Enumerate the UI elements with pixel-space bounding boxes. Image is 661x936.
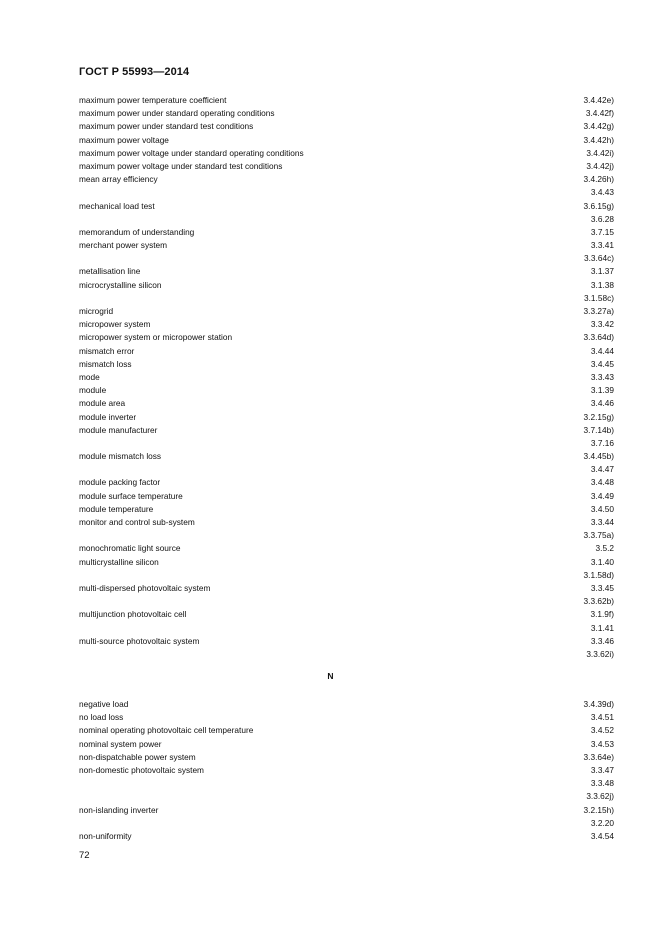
index-term: nominal operating photovoltaic cell temperature	[79, 725, 254, 736]
page-number: 72	[79, 850, 90, 861]
index-entry	[79, 437, 614, 450]
index-entry	[79, 411, 614, 424]
index-reference: 3.3.44	[590, 517, 614, 527]
index-entry	[79, 635, 614, 648]
index-entry	[79, 213, 614, 226]
index-reference: 3.3.62b)	[583, 596, 614, 607]
index-entry	[79, 94, 614, 107]
index-reference: 3.4.42e)	[583, 95, 614, 105]
index-reference: 3.4.42j)	[586, 160, 614, 171]
index-entry	[79, 239, 614, 252]
index-reference: 3.4.42h)	[583, 134, 614, 145]
index-reference: 3.3.46	[590, 635, 614, 646]
index-entry	[79, 463, 614, 476]
index-term: multicrystalline silicon	[79, 556, 159, 567]
index-reference: 3.2.20	[590, 817, 614, 828]
index-term: metallisation line	[79, 266, 141, 277]
index-term: merchant power system	[79, 240, 168, 251]
index-reference: 3.6.28	[590, 213, 614, 224]
index-entry	[79, 764, 614, 777]
index-entry	[79, 738, 614, 751]
index-entry	[79, 582, 614, 595]
index-entry	[79, 569, 614, 582]
index-entry	[79, 503, 614, 516]
index-entry	[79, 450, 614, 463]
index-term: maximum power voltage	[79, 134, 169, 145]
index-entry	[79, 529, 614, 542]
index-term: non-dispatchable power system	[79, 751, 196, 762]
index-reference: 3.4.42f)	[585, 108, 614, 119]
index-entry	[79, 490, 614, 503]
index-term: module surface temperature	[79, 490, 183, 501]
index-entry	[79, 160, 614, 173]
index-section-n	[79, 698, 614, 843]
index-term: maximum power under standard test conditions	[79, 121, 254, 132]
index-reference: 3.3.47	[590, 764, 614, 775]
document-header: ГОСТ Р 55993—2014	[79, 66, 190, 78]
index-entry	[79, 804, 614, 817]
index-reference: 3.3.75a)	[583, 530, 614, 541]
index-entry	[79, 226, 614, 239]
index-reference: 3.4.44	[590, 345, 614, 356]
index-reference: 3.4.45b)	[583, 451, 614, 462]
index-reference: 3.3.42	[590, 319, 614, 330]
index-entry	[79, 331, 614, 344]
index-reference: 3.3.45	[590, 582, 614, 593]
index-term: module temperature	[79, 503, 154, 514]
index-reference: 3.4.50	[590, 503, 614, 514]
index-term: mismatch error	[79, 345, 135, 356]
index-term: non-islanding inverter	[79, 804, 159, 815]
index-reference: 3.4.52	[590, 725, 614, 736]
index-reference: 3.3.27a)	[583, 306, 614, 316]
index-reference: 3.4.39d)	[583, 699, 614, 709]
index-reference: 3.1.39	[590, 385, 614, 396]
index-reference: 3.4.42g)	[583, 121, 614, 132]
index-entry	[79, 608, 614, 621]
index-entry	[79, 556, 614, 569]
index-term: multi-dispersed photovoltaic system	[79, 582, 211, 593]
index-entry	[79, 292, 614, 305]
index-term: non-uniformity	[79, 830, 132, 841]
index-reference: 3.7.16	[590, 437, 614, 448]
index-reference: 3.4.26h)	[583, 174, 614, 185]
index-term: module packing factor	[79, 477, 161, 488]
index-reference: 3.4.47	[590, 464, 614, 475]
index-reference: 3.7.15	[590, 226, 614, 237]
index-term: mean array efficiency	[79, 174, 158, 185]
index-reference: 3.3.62i)	[586, 648, 614, 659]
index-reference: 3.1.58d)	[583, 569, 614, 580]
index-reference: 3.6.15g)	[583, 200, 614, 211]
index-term: negative load	[79, 699, 129, 709]
index-term: monochromatic light source	[79, 543, 181, 554]
index-term: no load loss	[79, 712, 124, 723]
index-term: mismatch loss	[79, 358, 132, 369]
index-entry	[79, 595, 614, 608]
index-entry	[79, 516, 614, 529]
index-entry	[79, 711, 614, 724]
index-term: module	[79, 385, 107, 396]
index-reference: 3.4.42i)	[586, 147, 614, 158]
index-entry	[79, 345, 614, 358]
index-entry	[79, 424, 614, 437]
index-entry	[79, 305, 614, 318]
index-reference: 3.1.41	[590, 622, 614, 633]
index-reference: 3.1.37	[590, 266, 614, 277]
index-term: memorandum of understanding	[79, 226, 195, 237]
index-reference: 3.3.64d)	[583, 332, 614, 343]
index-term: maximum power voltage under standard operating conditions	[79, 147, 304, 158]
index-reference: 3.5.2	[595, 543, 614, 554]
index-entry	[79, 120, 614, 133]
index-reference: 3.3.62j)	[586, 791, 614, 802]
index-term: microcrystalline silicon	[79, 279, 162, 290]
index-entry	[79, 790, 614, 803]
index-entry	[79, 542, 614, 555]
section-letter-n: N	[327, 671, 334, 681]
index-reference: 3.4.54	[590, 830, 614, 841]
index-term: module area	[79, 398, 126, 409]
index-entry	[79, 147, 614, 160]
index-reference: 3.1.38	[590, 279, 614, 290]
index-term: maximum power voltage under standard test conditions	[79, 160, 283, 171]
index-entry	[79, 358, 614, 371]
index-entry	[79, 252, 614, 265]
index-reference: 3.4.53	[590, 738, 614, 749]
index-term: mode	[79, 371, 100, 382]
index-entry	[79, 476, 614, 489]
index-entry	[79, 397, 614, 410]
index-reference: 3.3.48	[590, 778, 614, 789]
index-reference: 3.3.64e)	[583, 751, 614, 762]
index-entry	[79, 817, 614, 830]
index-reference: 3.4.48	[590, 477, 614, 488]
index-term: module manufacturer	[79, 424, 158, 435]
index-term: multijunction photovoltaic cell	[79, 609, 187, 620]
index-term: maximum power under standard operating conditions	[79, 108, 275, 119]
index-entry	[79, 830, 614, 843]
index-entry	[79, 173, 614, 186]
index-reference: 3.1.9f)	[590, 609, 614, 620]
index-reference: 3.4.45	[590, 358, 614, 369]
index-reference: 3.2.15g)	[583, 411, 614, 422]
index-term: module inverter	[79, 411, 137, 422]
index-reference: 3.4.49	[590, 490, 614, 501]
index-reference: 3.4.43	[590, 187, 614, 198]
index-term: non-domestic photovoltaic system	[79, 764, 204, 775]
index-reference: 3.3.43	[590, 371, 614, 382]
index-reference: 3.4.51	[590, 712, 614, 723]
index-entry	[79, 279, 614, 292]
index-entry	[79, 724, 614, 737]
index-reference: 3.3.41	[590, 240, 614, 251]
index-entry	[79, 186, 614, 199]
index-reference: 3.4.46	[590, 398, 614, 409]
index-entry	[79, 384, 614, 397]
index-entry	[79, 134, 614, 147]
index-entry	[79, 648, 614, 661]
index-reference: 3.3.64c)	[584, 253, 614, 264]
index-term: mechanical load test	[79, 200, 155, 211]
index-term: maximum power temperature coefficient	[79, 95, 227, 105]
index-term: microgrid	[79, 306, 114, 316]
index-reference: 3.2.15h)	[583, 804, 614, 815]
index-section-m	[79, 94, 614, 661]
index-reference: 3.1.40	[590, 556, 614, 567]
index-entry	[79, 371, 614, 384]
index-entry	[79, 698, 614, 711]
index-entry	[79, 777, 614, 790]
index-entry	[79, 200, 614, 213]
index-entry	[79, 318, 614, 331]
index-reference: 3.1.58c)	[584, 292, 614, 303]
index-term: multi-source photovoltaic system	[79, 635, 200, 646]
index-term: nominal system power	[79, 738, 162, 749]
index-term: monitor and control sub-system	[79, 517, 195, 527]
index-term: module mismatch loss	[79, 451, 162, 462]
index-term: micropower system	[79, 319, 151, 330]
index-entry	[79, 751, 614, 764]
index-entry	[79, 107, 614, 120]
index-term: micropower system or micropower station	[79, 332, 233, 343]
index-entry	[79, 265, 614, 278]
index-entry	[79, 622, 614, 635]
index-reference: 3.7.14b)	[583, 424, 614, 435]
